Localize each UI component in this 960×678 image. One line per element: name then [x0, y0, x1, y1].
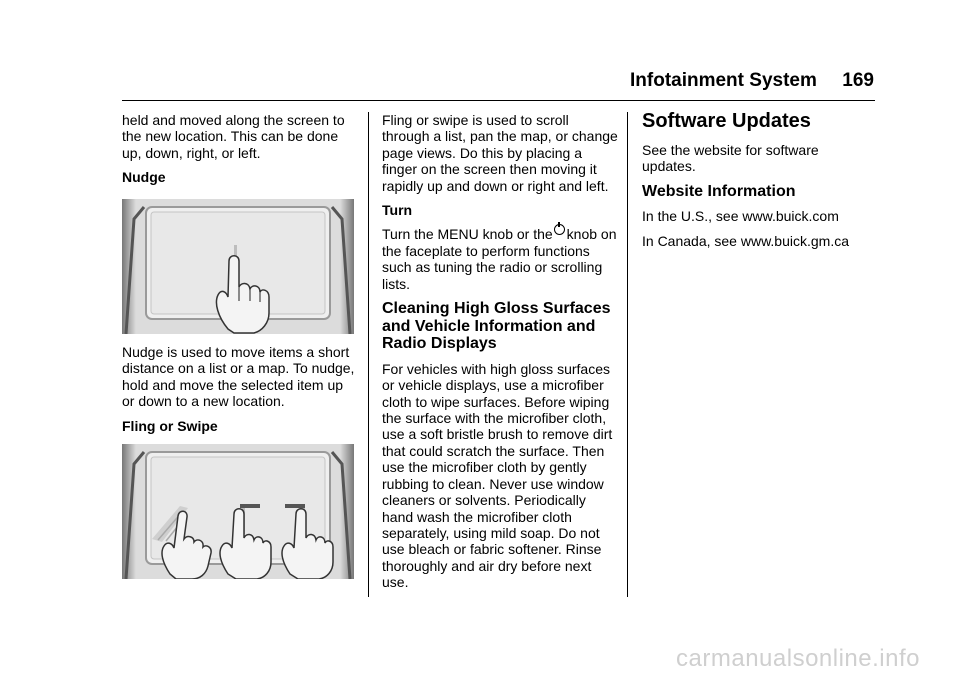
power-knob-icon	[554, 224, 565, 235]
fling-heading: Fling or Swipe	[122, 417, 218, 434]
turn-heading: Turn	[382, 202, 413, 219]
canada-website: In Canada, see www.buick.gm.ca	[642, 232, 849, 249]
header-rule	[122, 100, 875, 101]
column-divider-2	[627, 112, 628, 597]
software-updates-heading: Software Updates	[642, 110, 811, 132]
website-info-heading: Website Information	[642, 182, 796, 200]
column-1	[122, 112, 358, 194]
column-divider-1	[368, 112, 369, 597]
nudge-heading: Nudge	[122, 169, 166, 186]
column-1-lower	[122, 344, 358, 442]
page-header-title: Infotainment System	[630, 70, 817, 91]
fling-paragraph: Fling or swipe is used to scroll through a list, pan the map, or change page views. Do this by placing a finger on the screen then moving it rapidly up and down or right and left.	[382, 112, 618, 194]
cleaning-heading: Cleaning High Gloss Surfaces and Vehicle Information and Radio Displays	[382, 300, 611, 353]
nudge-illustration	[122, 199, 354, 334]
us-website: In the U.S., see www.buick.com	[642, 208, 839, 225]
drag-paragraph: held and moved along the screen to the new location. This can be done up, down, right, or left.	[122, 112, 345, 161]
cleaning-paragraph: For vehicles with high gloss surfaces or vehicle displays, use a microfiber cloth to wipe surfaces. Before wiping the surface with the microfiber cloth, use a soft bristle brush to remove dirt that could scratch the surface. Then use the microfiber cloth by gently rubbing to clean. Never use window cleaners or solvents. Periodically hand wash the microfiber cloth separately, using mild soap. Do not use bleach or fabric softener. Rinse thoroughly and air dry before next use.	[382, 360, 613, 591]
nudge-paragraph: Nudge is used to move items a short distance on a list or a map. To nudge, hold and move the selected item up or down to a new location.	[122, 344, 355, 410]
turn-text-start: Turn the MENU knob or the	[382, 226, 553, 243]
watermark: carmanualsonline.info	[676, 645, 920, 672]
software-paragraph: See the website for software updates.	[642, 142, 819, 175]
fling-illustration	[122, 444, 354, 579]
column-3	[642, 110, 872, 257]
page-number: 169	[842, 70, 874, 91]
turn-text-end: knob on the faceplate to perform functions such as tuning the radio or scrolling lists.	[382, 226, 617, 292]
turn-paragraph	[382, 226, 618, 292]
column-2	[382, 112, 618, 599]
